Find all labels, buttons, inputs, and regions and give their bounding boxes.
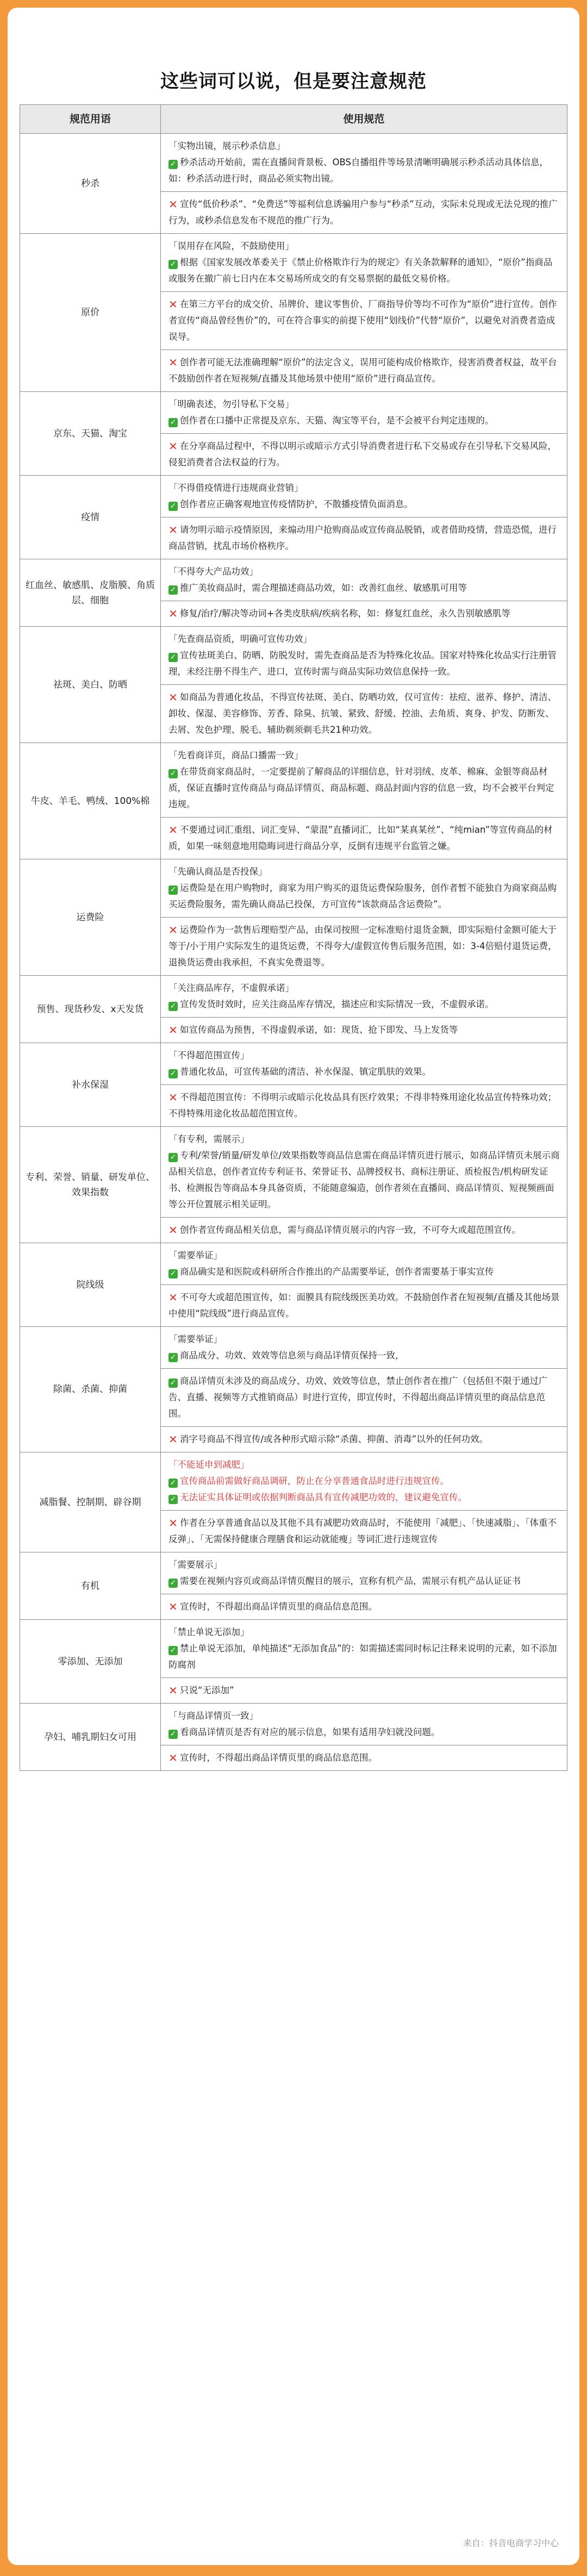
table-body (20, 134, 567, 1771)
check-icon: ✓ (168, 1153, 178, 1162)
rule-block (161, 1084, 567, 1126)
rule-block (161, 1745, 567, 1770)
allowed-note (168, 1264, 560, 1280)
content-card (8, 8, 579, 2565)
rule-text: 运费险作为一款售后理赔型产品，由保司按照一定标准赔付退货金额，即实际赔付金额可能大于等于/小于用户实际发生的退货运费，不得夸大/虚假宣传售后服务范围，如：3-4倍赔付退货运费，退换货运费由我承担，不真实免费退等。 (168, 925, 557, 968)
rule-text: 「误用存在风险，不鼓励使用」 (168, 241, 294, 251)
rule-heading (168, 238, 560, 254)
cross-icon: ✕ (168, 356, 178, 369)
rule-cell (161, 976, 567, 1043)
rule-text: 看商品详情页是否有对应的展示信息，如果有适用孕妇就没问题。 (180, 1727, 440, 1737)
rule-cell (161, 1327, 567, 1452)
check-icon: ✓ (168, 502, 178, 511)
table-row (20, 1127, 567, 1243)
rule-block (161, 1043, 567, 1084)
term-cell: 疫情 (20, 476, 161, 559)
rule-block (161, 684, 567, 743)
table-row (20, 134, 567, 234)
rule-block (161, 1327, 567, 1368)
rule-cell (161, 1043, 567, 1127)
table-row (20, 476, 567, 559)
table-row (20, 1620, 567, 1704)
forbidden-note (168, 296, 560, 345)
rule-text: 不可夸大或超范围宣传，如：面膜具有院线级医美功效。不鼓励创作者在短视频/直播及其他场景中使用“院线级”进行商品宣传。 (168, 1292, 560, 1319)
rule-heading (168, 1047, 560, 1064)
rule-cell (161, 1704, 567, 1771)
rule-text: 在第三方平台的成交价、吊牌价、建议零售价、厂商指导价等均不可作为“原价”进行宣传。创作者宣传“商品曾经售价”的，可在符合事实的前提下使用“划线价”代替“原价”，以避免对消费者造成误导。 (168, 299, 557, 342)
rule-block (161, 1677, 567, 1703)
check-icon: ✓ (168, 769, 178, 778)
rule-cell (161, 392, 567, 476)
rule-block (161, 1426, 567, 1452)
allowed-note (168, 1473, 560, 1489)
rule-text: 创作者可能无法准确理解“原价”的法定含义，误用可能构成价格欺诈，侵害消费者权益，故平台不鼓励创作者在短视频/直播及其他场景中使用“原价”进行商品宣传。 (168, 357, 557, 384)
page-title: 这些词可以说，但是要注意规范 (160, 71, 427, 92)
rule-text: 秒杀活动开始前，需在直播间背景板、OBS自播组件等场景清晰明确展示秒杀活动具体信息，如：秒杀活动进行时，商品必须实物出镜。 (168, 157, 548, 184)
table-row (20, 627, 567, 743)
forbidden-note (168, 1022, 560, 1038)
forbidden-note (168, 1289, 560, 1322)
check-icon: ✓ (168, 1269, 178, 1278)
rule-text: 商品确实是和医院或科研所合作推出的产品需要举证，创作者需要基于事实宣传 (180, 1267, 494, 1277)
rule-heading (168, 480, 560, 496)
table-row (20, 559, 567, 627)
rule-block (161, 517, 567, 559)
term-cell: 运费险 (20, 859, 161, 976)
rule-text: 作者在分享普通食品以及其他不具有减肥功效商品时，不能使用「减肥」、「快速减脂」、「体重不反弹」、「无需保持健康合理膳食和运动就能瘦」等词汇进行违规宣传 (168, 1518, 557, 1544)
check-icon: ✓ (168, 418, 178, 427)
term-cell: 原价 (20, 234, 161, 392)
forbidden-note (168, 1599, 560, 1615)
rule-block (161, 191, 567, 233)
rule-text: 宣传时，不得超出商品详情页里的商品信息范围。 (180, 1752, 377, 1763)
check-icon: ✓ (168, 1379, 178, 1388)
table-row (20, 1552, 567, 1620)
rule-text: 在带货商家商品时，一定要提前了解商品的详细信息，针对羽绒、皮革、棉麻、金银等商品材质，保证直播时宣传商品与商品详情页、商品标题、商品封面内容的信息一致，均不会被平台判定违规。 (168, 766, 554, 809)
rule-block (161, 234, 567, 291)
term-cell: 京东、天猫、淘宝 (20, 392, 161, 476)
rule-cell (161, 627, 567, 743)
rules-table (20, 104, 567, 1771)
allowed-note (168, 1489, 560, 1506)
rule-block (161, 601, 567, 626)
check-icon: ✓ (168, 585, 178, 595)
check-icon: ✓ (168, 160, 178, 169)
rule-block (161, 1594, 567, 1619)
rule-heading (168, 1708, 560, 1724)
rule-cell (161, 1452, 567, 1552)
rule-block (161, 1017, 567, 1043)
rule-text: 只说“无添加” (180, 1685, 234, 1695)
rule-text: 「不能延申到减肥」 (168, 1459, 249, 1470)
rule-heading (168, 980, 560, 996)
table-row (20, 1043, 567, 1127)
rule-text: 消字号商品不得宣传/或各种形式暗示除“杀菌、抑菌、消毒”以外的任何功效。 (180, 1434, 489, 1444)
cross-icon: ✕ (168, 1024, 178, 1037)
rule-text: 「需要举证」 (168, 1250, 222, 1261)
check-icon: ✓ (168, 653, 178, 662)
rule-cell (161, 859, 567, 976)
table-row (20, 859, 567, 976)
allowed-note (168, 413, 560, 429)
allowed-note (168, 154, 560, 187)
allowed-note (168, 996, 560, 1013)
forbidden-note (168, 689, 560, 738)
rule-cell (161, 134, 567, 234)
rule-text: 宣传商品前需做好商品调研，防止在分享普通食品时进行违规宣传。 (180, 1476, 449, 1486)
rule-text: 宣传发货时效时，应关注商品库存情况，描述应和实际情况一致，不虚假承诺。 (180, 999, 494, 1009)
allowed-note (168, 764, 560, 813)
forbidden-note (168, 1750, 560, 1766)
check-icon: ✓ (168, 885, 178, 895)
rule-heading (168, 747, 560, 764)
table-row (20, 1327, 567, 1452)
allowed-note (168, 580, 560, 596)
rule-block (161, 1704, 567, 1745)
term-cell: 院线级 (20, 1243, 161, 1327)
check-icon: ✓ (168, 1002, 178, 1011)
table-row (20, 234, 567, 392)
header-term: 规范用语 (20, 105, 161, 134)
forbidden-note (168, 1515, 560, 1548)
rule-text: 在分享商品过程中，不得以明示或暗示方式引导消费者进行私下交易或存在引导私下交易风险，侵犯消费者合法权益的行为。 (168, 441, 557, 467)
rule-heading (168, 1457, 560, 1473)
rule-text: 禁止单说无添加，单纯描述“无添加食品”的：如需描述需同时标记注释来说明的元素，如不添加防腐剂 (168, 1643, 557, 1670)
rule-block (161, 1217, 567, 1243)
rule-text: 专利/荣誉/销量/研发单位/效果指数等商品信息需在商品详情页进行展示，如商品详情页未展示商品相关信息，创作者宣传专利证书、荣誉证书、品牌授权书、商标注册证、质检报告/机构研发证书、检测报告等商品本身具备资质，不能随意编造，创作者须在直播间、商品详情页、短视频画面等公开位置展示相关证明。 (168, 1150, 560, 1209)
forbidden-note (168, 522, 560, 554)
rule-text: 商品成分、功效、效效等信息须与商品详情页保持一致， (180, 1350, 404, 1361)
rule-block (161, 917, 567, 975)
term-cell: 除菌、杀菌、抑菌 (20, 1327, 161, 1452)
check-icon: ✓ (168, 1495, 178, 1504)
rule-heading (168, 396, 560, 413)
rule-block (161, 1284, 567, 1326)
rule-heading (168, 1248, 560, 1264)
rule-cell (161, 1552, 567, 1620)
rule-block (161, 1452, 567, 1510)
cross-icon: ✕ (168, 198, 178, 211)
table-row (20, 1452, 567, 1552)
rule-block (161, 817, 567, 859)
term-cell: 预售、现货秒发、x天发货 (20, 976, 161, 1043)
cross-icon: ✕ (168, 1517, 178, 1530)
allowed-note (168, 1724, 560, 1741)
rule-text: 运费险是在用户购物时，商家为用户购买的退货运费保险服务，创作者暂不能独自为商家商品购买运费险服务，需先确认商品已投保，方可宣传“该款商品含运费险”。 (168, 883, 557, 909)
rule-block (161, 976, 567, 1017)
rule-text: 需要在视频内容页或商品详情页醒目的展示，宣称有机产品，需展示有机产品认证证书 (180, 1576, 521, 1586)
rule-text: 「先看商详页，商品口播需一致」 (168, 750, 303, 760)
rule-text: 如商品为普通化妆品，不得宣传祛斑、美白、防晒功效，仅可宣传：祛痘、滋养、修护、清洁、卸妆、保湿、美容修饰、芳香、除臭、抗皱、紧致、舒缓、控油、去角质、爽身、护发、防断发、去屑、发色护理、脱毛、辅助剃须剃毛共21种功效。 (168, 692, 557, 735)
rule-heading (168, 1131, 560, 1147)
rule-text: 「不得借疫情进行违规商业营销」 (168, 483, 303, 493)
check-icon: ✓ (168, 1646, 178, 1655)
rule-text: 「明确表述，勿引导私下交易」 (168, 399, 294, 409)
rule-text: 请勿明示暗示疫情原因，来煽动用户抢购商品或宣传商品脱销，或者借助疫情，营造恐慌，进行商品营销，扰乱市场价格秩序。 (168, 525, 557, 551)
rule-text: 「有专利，需展示」 (168, 1134, 249, 1144)
allowed-note (168, 1348, 560, 1364)
rule-text: 「不得超范围宣传」 (168, 1050, 249, 1061)
rule-text: 无法证实具体证明或依据判断商品具有宣传减肥功效的，建议避免宣传。 (180, 1492, 467, 1502)
rule-block (161, 859, 567, 917)
cross-icon: ✕ (168, 1433, 178, 1446)
rule-text: 「与商品详情页一致」 (168, 1711, 258, 1721)
rule-cell (161, 1127, 567, 1243)
term-cell: 零添加、无添加 (20, 1620, 161, 1704)
cross-icon: ✕ (168, 523, 178, 537)
cross-icon: ✕ (168, 1091, 178, 1104)
rule-block (161, 1127, 567, 1217)
rule-text: 宣传时，不得超出商品详情页里的商品信息范围。 (180, 1601, 377, 1612)
check-icon: ✓ (168, 1069, 178, 1078)
rule-block (161, 1243, 567, 1284)
rule-text: 推广美妆商品时，需合理描述商品功效，如：改善红血丝、敏感肌可用等 (180, 583, 467, 593)
cross-icon: ✕ (168, 1684, 178, 1697)
term-cell: 祛斑、美白、防晒 (20, 627, 161, 743)
rule-text: 创作者宣传商品相关信息，需与商品详情页展示的内容一致，不可夸大或超范围宣传。 (180, 1225, 521, 1235)
source-footer: 来自：抖音电商学习中心 (463, 2538, 559, 2548)
table-row (20, 1704, 567, 1771)
forbidden-note (168, 606, 560, 622)
check-icon: ✓ (168, 260, 178, 269)
cross-icon: ✕ (168, 1751, 178, 1764)
rule-heading (168, 1331, 560, 1348)
rule-block (161, 1368, 567, 1426)
table-row (20, 392, 567, 476)
forbidden-note (168, 922, 560, 971)
rule-text: 宣传“低价秒杀”、“免费送”等福利信息诱骗用户参与“秒杀”互动，实际未兑现或无法兑现的推广行为，或秒杀信息发布不规范的推广行为。 (168, 199, 558, 226)
rule-block (161, 1510, 567, 1552)
rule-cell (161, 1620, 567, 1704)
allowed-note (168, 1147, 560, 1213)
rule-block (161, 291, 567, 350)
header-rule: 使用规范 (161, 105, 567, 134)
allowed-note (168, 1373, 560, 1422)
cross-icon: ✕ (168, 298, 178, 311)
rule-text: 「需要举证」 (168, 1334, 222, 1344)
rule-heading (168, 138, 560, 154)
rule-text: 「实物出镜，展示秒杀信息」 (168, 141, 285, 151)
forbidden-note (168, 438, 560, 471)
forbidden-note (168, 1089, 560, 1122)
table-row (20, 1243, 567, 1327)
rule-text: 不得超范围宣传：不得明示或暗示化妆品具有医疗效果；不得非特殊用途化妆品宣传特殊功效；不得特殊用途化妆品超范围宣传。 (168, 1092, 557, 1119)
rule-block (161, 433, 567, 475)
cross-icon: ✕ (168, 440, 178, 453)
rule-text: 根据《国家发展改革委关于《禁止价格欺诈行为的规定》有关条款解释的通知》，“原价”指商品或服务在撤广前七日内在本交易场所成交的有交易票据的最低交易价格。 (168, 257, 553, 284)
allowed-note (168, 880, 560, 913)
rule-text: 如宣传商品为预售，不得虚假承诺，如：现货、抢下即发、马上发货等 (180, 1025, 458, 1035)
rule-text: 「先查商品资质，明确可宣传功效」 (168, 634, 312, 644)
rule-heading (168, 1624, 560, 1641)
rule-text: 「不得夸大产品功效」 (168, 566, 258, 577)
cross-icon: ✕ (168, 1291, 178, 1304)
rule-text: 「关注商品库存，不虚假承诺」 (168, 983, 294, 993)
table-row (20, 976, 567, 1043)
cross-icon: ✕ (168, 607, 178, 620)
rule-block (161, 1552, 567, 1594)
table-header-row (20, 105, 567, 134)
rule-text: 宣传祛斑美白、防晒、防脱发时，需先查商品是否为特殊化妆品。国家对特殊化妆品实行注册管理，未经注册不得生产、进口，宣传时需与商品实际功效信息保持一致。 (168, 650, 557, 677)
cross-icon: ✕ (168, 924, 178, 937)
rule-text: 不要通过词汇重组、词汇变异、“蒙混”直播词汇，比如“某真某丝”、“纯mian”等宣传商品的材质，如果一味刻意地用隐晦词进行商品分享，反倒有违规平台监管之嫌。 (168, 825, 553, 851)
forbidden-note (168, 196, 560, 229)
term-cell: 专利、荣誉、销量、研发单位、效果指数 (20, 1127, 161, 1243)
forbidden-note (168, 1682, 560, 1699)
check-icon: ✓ (168, 1353, 178, 1362)
rule-block (161, 476, 567, 517)
cross-icon: ✕ (168, 824, 178, 837)
rule-text: 创作者应正确客观地宣传疫情防护，不散播疫情负面消息。 (180, 499, 413, 509)
allowed-note (168, 254, 560, 287)
forbidden-note (168, 822, 560, 854)
cross-icon: ✕ (168, 1224, 178, 1237)
rule-block (161, 743, 567, 817)
check-icon: ✓ (168, 1730, 178, 1739)
rule-text: 修复/治疗/解决等动词+各类皮肤病/疾病名称，如：修复红血丝，永久告别敏感肌等 (180, 608, 511, 619)
allowed-note (168, 1064, 560, 1080)
rule-block (161, 134, 567, 191)
rule-cell (161, 476, 567, 559)
rule-text: 「需要展示」 (168, 1560, 222, 1570)
term-cell: 有机 (20, 1552, 161, 1620)
term-cell: 牛皮、羊毛、鸭绒、100%棉 (20, 743, 161, 859)
rule-cell (161, 559, 567, 627)
term-cell: 孕妇、哺乳期妇女可用 (20, 1704, 161, 1771)
rule-heading (168, 564, 560, 580)
rule-block (161, 392, 567, 433)
allowed-note (168, 647, 560, 680)
allowed-note (168, 496, 560, 513)
term-cell: 秒杀 (20, 134, 161, 234)
check-icon: ✓ (168, 1579, 178, 1588)
forbidden-note (168, 1431, 560, 1448)
rule-heading (168, 631, 560, 647)
allowed-note (168, 1573, 560, 1589)
rule-text: 创作者在口播中正常提及京东、天猫、淘宝等平台，是不会被平台判定违规的。 (180, 415, 494, 426)
rule-block (161, 350, 567, 391)
rule-heading (168, 1557, 560, 1573)
rule-cell (161, 234, 567, 392)
term-cell: 减脂餐、控制期、辟谷期 (20, 1452, 161, 1552)
rule-heading (168, 864, 560, 880)
rule-text: 「先确认商品是否投保」 (168, 866, 267, 877)
rule-block (161, 1620, 567, 1677)
rule-text: 「禁止单说无添加」 (168, 1627, 249, 1637)
check-icon: ✓ (168, 1479, 178, 1488)
forbidden-note (168, 1222, 560, 1238)
forbidden-note (168, 354, 560, 387)
table-row (20, 743, 567, 859)
cross-icon: ✕ (168, 1600, 178, 1613)
rule-block (161, 627, 567, 684)
cross-icon: ✕ (168, 691, 178, 704)
term-cell: 红血丝、敏感肌、皮脂膜、角质层、细胞 (20, 559, 161, 627)
rule-text: 普通化妆品，可宣传基础的清洁、补水保湿、镇定肌肤的效果。 (180, 1066, 431, 1077)
rule-block (161, 559, 567, 601)
allowed-note (168, 1641, 560, 1673)
rule-cell (161, 743, 567, 859)
term-cell: 补水保湿 (20, 1043, 161, 1127)
rule-cell (161, 1243, 567, 1327)
rule-text: 商品详情页未涉及的商品成分、功效、效效等信息，禁止创作者在推广（包括但不限于通过广告、直播、视频等方式推销商品）时进行宣传，即宣传时，不得超出商品详情页里的商品信息范围。 (168, 1376, 548, 1419)
